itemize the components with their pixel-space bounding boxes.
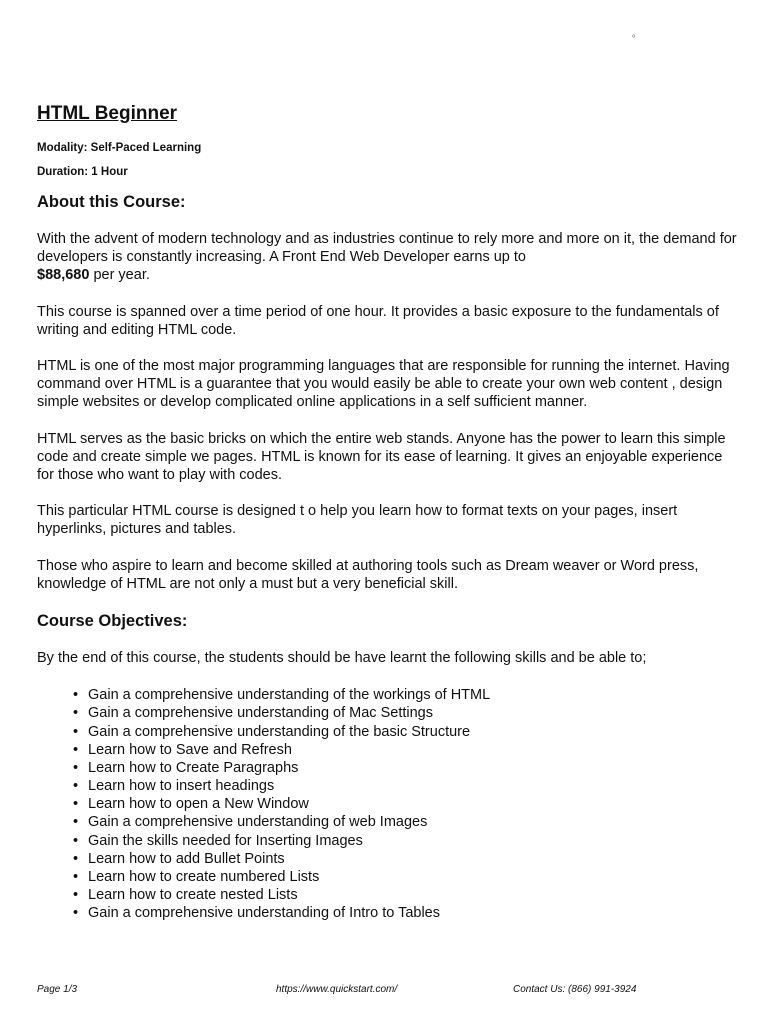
list-item — [73, 832, 737, 850]
bullet-icon: • — [73, 741, 79, 758]
about-paragraph-2: This course is spanned over a time period of one hour. It provides a basic exposure to the fundamentals of writing and editing HTML code. — [37, 303, 719, 338]
objective-text: Learn how to create nested Lists — [88, 886, 298, 903]
objective-text: Gain a comprehensive understanding of web Images — [88, 814, 428, 831]
contact-info: Contact Us: (866) 991-3924 — [513, 984, 637, 995]
list-item — [73, 686, 737, 704]
list-item — [73, 741, 737, 759]
quickstart-logo: Q — [632, 33, 636, 38]
bullet-icon: • — [73, 868, 79, 885]
objective-text: Learn how to create numbered Lists — [88, 868, 320, 885]
objective-text: Gain a comprehensive understanding of the workings of HTML — [88, 687, 491, 704]
objectives-heading: Course Objectives: — [37, 612, 188, 631]
about-heading: About this Course: — [37, 193, 186, 211]
objectives-intro: By the end of this course, the students should be have learnt the following skills and be able to; — [37, 650, 647, 667]
objective-text: Gain a comprehensive understanding of Mac Settings — [88, 705, 433, 722]
list-item — [73, 777, 737, 795]
bullet-icon: • — [73, 723, 79, 740]
page-title: HTML Beginner — [37, 103, 178, 124]
about-p1-text: With the advent of modern technology and as industries continue to rely more and more on it, the demand for developers is constantly increasing. A Front End Web Developer earns up to — [37, 231, 737, 266]
list-item — [73, 759, 737, 777]
about-paragraph-1 — [37, 230, 737, 285]
modality-text: Modality: Self-Paced Learning — [37, 142, 202, 154]
objectives-list — [37, 686, 737, 922]
about-paragraph-5: This particular HTML course is designed t o help you learn how to format texts on your pages, insert hyperlinks, pictures and tables. — [37, 503, 678, 538]
list-item — [73, 868, 737, 886]
about-paragraph-6: Those who aspire to learn and become skilled at authoring tools such as Dream weaver or Word press, knowledge of HTML are not only a must but a very beneficial skill. — [37, 557, 699, 592]
list-item — [73, 813, 737, 831]
website-url: https://www.quickstart.com/ — [276, 984, 398, 995]
bullet-icon: • — [73, 796, 79, 813]
bullet-icon: • — [73, 832, 79, 849]
bullet-icon: • — [73, 814, 79, 831]
about-p1-suffix: per year. — [89, 267, 150, 284]
list-item — [73, 723, 737, 741]
list-item — [73, 850, 737, 868]
objective-text: Gain the skills needed for Inserting Images — [88, 832, 363, 849]
list-item — [73, 904, 737, 922]
list-item — [73, 886, 737, 904]
list-item — [73, 795, 737, 813]
about-paragraph-4: HTML serves as the basic bricks on which the entire web stands. Anyone has the power to learn this simple code and create simple we pages. HTML is known for its ease of learning. It gives an enjoyable experience for those who want to play with codes. — [37, 430, 726, 484]
bullet-icon: • — [73, 778, 79, 795]
bullet-icon: • — [73, 850, 79, 867]
bullet-icon: • — [73, 705, 79, 722]
page-footer — [37, 983, 737, 997]
page-number: Page 1/3 — [37, 984, 78, 995]
bullet-icon: • — [73, 905, 79, 922]
salary-value: $88,680 — [37, 267, 90, 284]
objective-text: Learn how to insert headings — [88, 778, 275, 795]
bullet-icon: • — [73, 687, 79, 704]
objective-text: Learn how to open a New Window — [88, 796, 309, 813]
objective-text: Gain a comprehensive understanding of Intro to Tables — [88, 905, 440, 922]
bullet-icon: • — [73, 759, 79, 776]
objective-text: Learn how to Create Paragraphs — [88, 759, 299, 776]
list-item — [73, 704, 737, 722]
objective-text: Learn how to Save and Refresh — [88, 741, 292, 758]
duration-text: Duration: 1 Hour — [37, 166, 128, 178]
objective-text: Gain a comprehensive understanding of the basic Structure — [88, 723, 471, 740]
objective-text: Learn how to add Bullet Points — [88, 850, 285, 867]
bullet-icon: • — [73, 886, 79, 903]
document-body — [37, 102, 737, 922]
about-paragraph-3: HTML is one of the most major programming languages that are responsible for running the internet. Having command over HTML is a guarantee that you would easily be able to create your own web content , design simple websites or develop complicated online applications in a self sufficient manner. — [37, 358, 730, 411]
